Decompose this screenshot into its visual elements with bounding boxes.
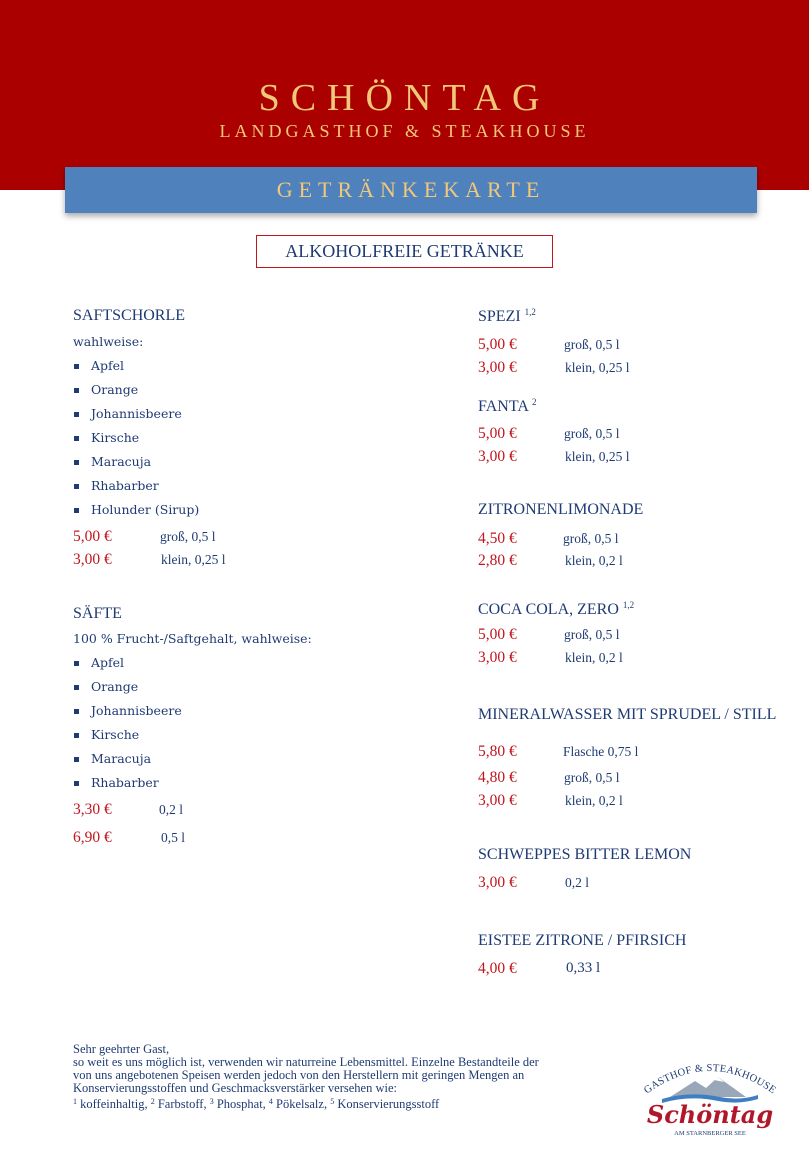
size: klein, 0,25 l — [161, 552, 226, 567]
fanta-title: FANTA $^2$ — [478, 397, 537, 415]
size: groß, 0,5 l — [564, 627, 620, 642]
price: 6,90 € — [73, 829, 112, 846]
size: Flasche 0,75 l — [563, 744, 639, 759]
price: 5,00 € — [73, 528, 112, 545]
price: 5,00 € — [478, 626, 517, 643]
list-item: Orange — [91, 382, 139, 397]
footer-text: Konservierungsstoffen und Geschmacksverstärker versehen wie: — [73, 1081, 397, 1095]
footnote-ref: 2 — [531, 397, 537, 407]
price: 3,00 € — [478, 792, 517, 809]
spezi-title: SPEZI $^{1,2}$ — [478, 307, 536, 325]
list-item: Kirsche — [91, 727, 140, 742]
size: groß, 0,5 l — [563, 531, 619, 546]
menu-title-bar — [65, 167, 757, 213]
saefte-intro: 100 % Frucht-/Saftgehalt, wahlweise: — [73, 631, 312, 646]
size: klein, 0,2 l — [565, 553, 623, 568]
brand-subtitle: LANDGASTHOF & STEAKHOUSE — [219, 121, 590, 141]
size: klein, 0,2 l — [565, 793, 623, 808]
list-item: Kirsche — [91, 430, 140, 445]
logo-script: Schöntag — [646, 1100, 774, 1129]
logo-tagline: AM STARNBERGER SEE — [674, 1130, 746, 1137]
footer-text: von uns angebotenen Speisen werden jedoch von den Herstellern mit geringen Mengen an — [73, 1068, 525, 1082]
footer-text: so weit es uns möglich ist, verwenden wir naturreine Lebensmittel. Einzelne Bestandteile der — [73, 1055, 539, 1069]
size: 0,2 l — [565, 875, 590, 890]
list-item: Johannisbeere — [91, 406, 182, 421]
price: 3,00 € — [73, 551, 112, 568]
size: groß, 0,5 l — [564, 770, 620, 785]
price: 4,50 € — [478, 530, 517, 547]
list-item: Holunder (Sirup) — [91, 502, 200, 517]
cola-title: COCA COLA, ZERO $^{1,2}$ — [478, 600, 635, 618]
list-item: Maracuja — [91, 751, 152, 766]
mountain-icon — [670, 1077, 746, 1097]
size: klein, 0,2 l — [565, 650, 623, 665]
list-item: Maracuja — [91, 454, 152, 469]
logo-arc-text: GASTHOF & STEAKHOUSE — [642, 1062, 778, 1097]
price: 5,80 € — [478, 743, 517, 760]
price: 5,00 € — [478, 425, 517, 442]
price: 2,80 € — [478, 552, 517, 569]
footnote-ref: 1,2 — [524, 307, 536, 317]
mineralwasser-title: MINERALWASSER MIT SPRUDEL / STILL — [478, 706, 777, 723]
schweppes-title: SCHWEPPES BITTER LEMON — [478, 846, 692, 863]
saftschorle-intro: wahlweise: — [73, 334, 144, 349]
price: 3,00 € — [478, 359, 517, 376]
price: 3,00 € — [478, 448, 517, 465]
schoentag-logo — [640, 1055, 780, 1140]
menu-title: GETRÄNKEKARTE — [276, 177, 546, 202]
footnote-legend: $^1$ koffeinhaltig, $^2$ Farbstoff, $^3$ Phosphat, $^4$ Pökelsalz, $^5$ Konservierungsstoff — [73, 1097, 440, 1111]
zitronenlimonade-title: ZITRONENLIMONADE — [478, 501, 644, 518]
saftschorle-title: SAFTSCHORLE — [73, 307, 186, 324]
saefte-title: SÄFTE — [73, 605, 122, 622]
price: 4,00 € — [478, 960, 517, 977]
size: 0,33 l — [566, 960, 601, 976]
price: 3,00 € — [478, 874, 517, 891]
eistee-title: EISTEE ZITRONE / PFIRSICH — [478, 932, 687, 949]
size: klein, 0,25 l — [565, 449, 630, 464]
size: 0,5 l — [161, 830, 186, 845]
price: 4,80 € — [478, 769, 517, 786]
brand-name: SCHÖNTAG — [258, 77, 551, 119]
size: klein, 0,25 l — [565, 360, 630, 375]
section-title: ALKOHOLFREIE GETRÄNKE — [256, 235, 553, 268]
footer-greeting: Sehr geehrter Gast, — [73, 1042, 170, 1056]
price: 3,00 € — [478, 649, 517, 666]
size: groß, 0,5 l — [564, 426, 620, 441]
size: 0,2 l — [159, 802, 184, 817]
size: groß, 0,5 l — [564, 337, 620, 352]
list-item: Rhabarber — [91, 775, 159, 790]
list-item: Johannisbeere — [91, 703, 182, 718]
size: groß, 0,5 l — [160, 529, 216, 544]
list-item: Apfel — [91, 655, 125, 670]
footer-note — [73, 1043, 613, 1111]
list-item: Orange — [91, 679, 139, 694]
list-item: Apfel — [91, 358, 125, 373]
price: 3,30 € — [73, 801, 112, 818]
list-item: Rhabarber — [91, 478, 159, 493]
price: 5,00 € — [478, 336, 517, 353]
footnote-ref: 1,2 — [622, 600, 635, 610]
